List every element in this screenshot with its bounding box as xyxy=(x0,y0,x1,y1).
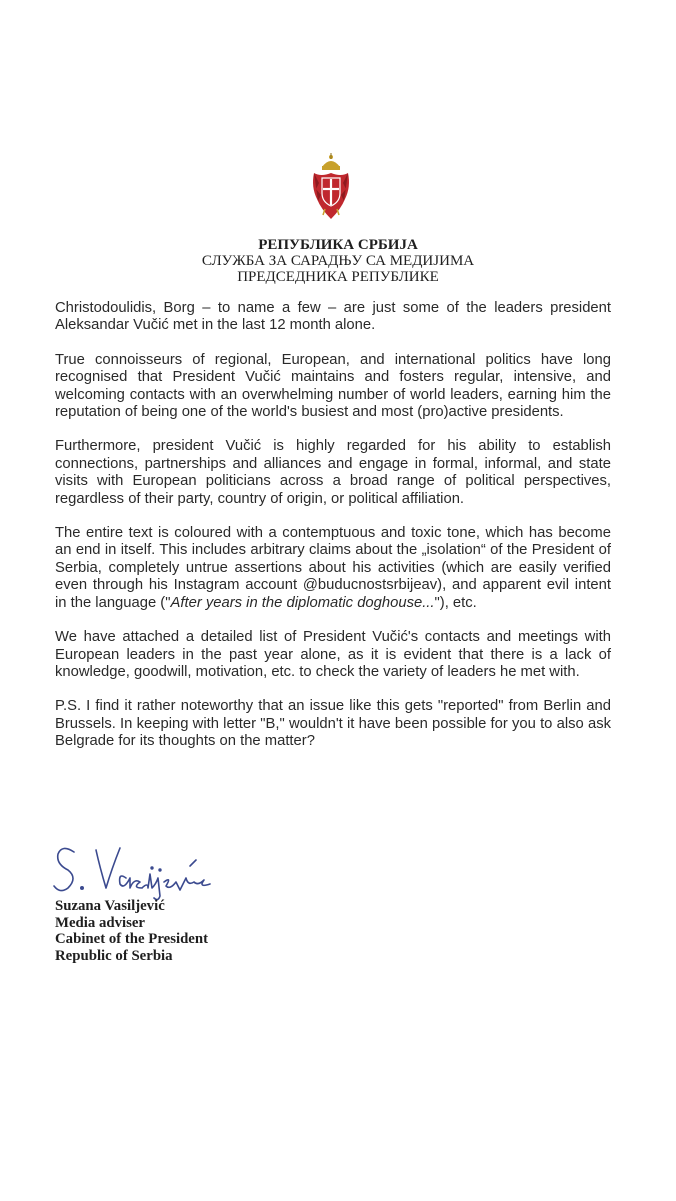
paragraph-4-quote: After years in the diplomatic doghouse... xyxy=(170,594,435,611)
paragraph-4-ending: "), etc. xyxy=(434,594,477,611)
paragraph-2: True connoisseurs of regional, European, and international politics have long recognised that President Vučić maintains and fosters regular, intensive, and welcoming contacts with an overwhelming number of world leaders, earning him the reputation of being one of the world's busiest and most (pro)active presidents. xyxy=(55,351,611,421)
paragraph-6-postscript: P.S. I find it rather noteworthy that an issue like this gets "reported" from Berlin and Brussels. In keeping with letter "B," wouldn't it have been possible for you to also ask Belgrade for its thoughts on the matter? xyxy=(55,698,611,750)
letterhead xyxy=(0,237,676,285)
signer-country: Republic of Serbia xyxy=(55,947,173,964)
letter-body xyxy=(55,300,611,768)
paragraph-4 xyxy=(55,525,611,612)
letterhead-service: СЛУЖБА ЗА САРАДЊУ СА МЕДИЈИМА xyxy=(201,253,475,269)
paragraph-4-text: The entire text is coloured with a contemptuous and toxic tone, which has become an end in itself. This includes arbitrary claims about the „isolation“ of the President of Serbia, completely untrue assertions about his activities (which are easily verified even through his Instagram account @buducnostsrbijeav), and apparent evil intent in the language (" xyxy=(55,525,611,611)
paragraph-1: Christodoulidis, Borg – to name a few – are just some of the leaders president Aleksandar Vučić met in the last 12 month alone. xyxy=(55,300,611,334)
letterhead-president: ПРЕДСЕДНИКА РЕПУБЛИКЕ xyxy=(237,269,439,285)
signer-block xyxy=(55,898,208,964)
paragraph-3: Furthermore, president Vučić is highly regarded for his ability to establish connections, partnerships and alliances and engage in formal, informal, and state visits with European politicians across a broad range of political perspectives, regardless of their party, country of origin, or political affiliation. xyxy=(55,438,611,507)
letterhead-republic: РЕПУБЛИКА СРБИЈА xyxy=(258,237,418,253)
signer-office: Cabinet of the President xyxy=(55,931,209,947)
paragraph-5: We have attached a detailed list of President Vučić's contacts and meetings with European leaders in the past year alone, as it is evident that there is a lack of knowledge, goodwill, motivation, etc. to check the variety of leaders he met with. xyxy=(55,629,611,680)
coat-of-arms-icon xyxy=(311,153,351,221)
crown-icon xyxy=(322,153,340,170)
signer-title: Media adviser xyxy=(55,914,146,931)
signer-name: Suzana Vasiljević xyxy=(55,898,165,914)
